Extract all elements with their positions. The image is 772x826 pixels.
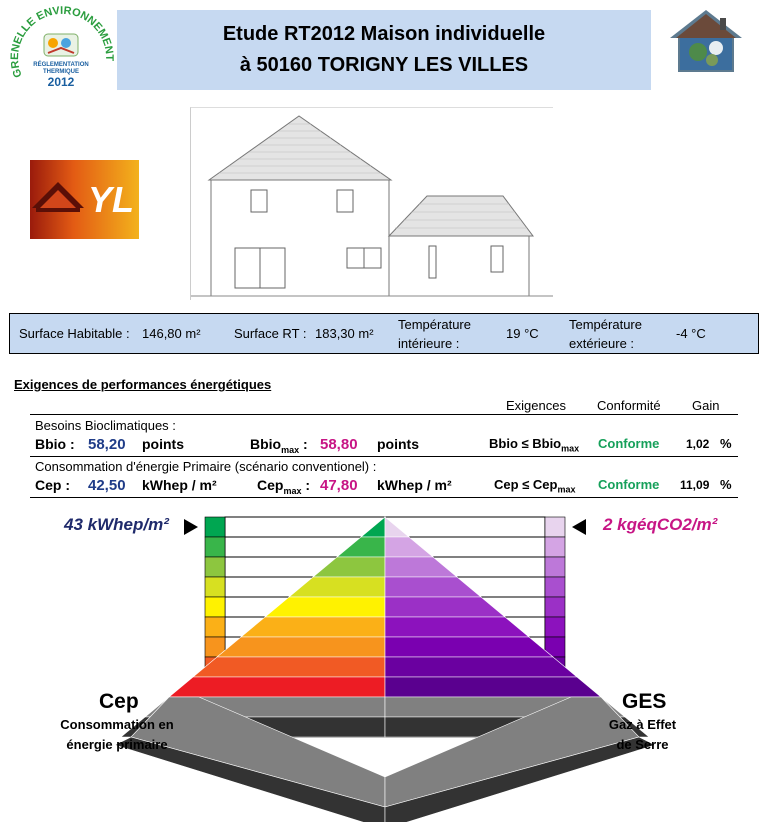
cep-gain: 11,09 [680, 478, 710, 492]
company-logo-icon [30, 160, 139, 239]
cep-scale-cell [205, 597, 225, 617]
cep-diagram-title: Cep [99, 690, 139, 713]
bbio-max-unit: points [377, 436, 419, 452]
cep-scale-cell [205, 537, 225, 557]
grenelle-logo [8, 6, 116, 101]
title-banner [117, 10, 651, 90]
ges-pyramid-band [385, 617, 529, 637]
bbio-gain: 1,02 [686, 437, 710, 451]
cep-scale-cell [205, 617, 225, 637]
temp-ext-label [569, 315, 642, 353]
cep-row [35, 477, 745, 497]
bbio-value: 58,20 [88, 436, 126, 453]
cep-caption-line-2: énergie primaire [66, 737, 168, 752]
cep-max-label [257, 477, 310, 496]
ges-row-guide [385, 517, 545, 537]
logo-arc-text: GRENELLE ENVIRONNEMENT [9, 6, 116, 80]
cep-pyramid-band [193, 657, 385, 677]
cep-max-name: Cep [257, 477, 284, 493]
temp-int-label-2: intérieure : [398, 336, 460, 351]
cep-scale-cell [205, 557, 225, 577]
bbio-gain-unit: % [720, 436, 732, 451]
cep-max-unit: kWhep / m² [377, 477, 452, 493]
divider [30, 456, 738, 457]
energy-ges-pyramid [0, 512, 772, 822]
ges-diagram-caption [590, 715, 695, 755]
title-line-2: à 50160 TORIGNY LES VILLES [239, 54, 529, 76]
ges-scale-cell [545, 517, 565, 537]
company-logo [30, 160, 139, 239]
ges-class-marker-icon [572, 519, 586, 535]
ges-pyramid-band [385, 637, 553, 657]
cep-scale-cell [205, 517, 225, 537]
logo-year: 2012 [47, 75, 75, 89]
cep-max-colon: : [301, 477, 311, 493]
cep-caption-line-1: Consommation en [60, 717, 174, 732]
cep-unit: kWhep / m² [142, 477, 217, 493]
surface-habitable-label: Surface Habitable : [19, 326, 130, 341]
temp-ext-label-1: Température [569, 317, 642, 332]
bbio-max-value: 58,80 [320, 436, 358, 453]
cep-value: 42,50 [88, 477, 126, 494]
cep-label: Cep : [35, 477, 70, 493]
cep-requirement [494, 477, 576, 495]
cep-diagram-caption [52, 715, 182, 755]
ges-scale-cell [545, 557, 565, 577]
cep-gain-unit: % [720, 477, 732, 492]
house-elevation-icon [191, 108, 553, 300]
ges-pyramid-band [385, 657, 577, 677]
temp-ext-value: -4 °C [676, 326, 706, 341]
grenelle-logo-icon [8, 6, 116, 101]
cep-pyramid-band [169, 677, 385, 697]
cep-pyramid-band [217, 637, 385, 657]
cep-row-guide [225, 517, 385, 537]
performance-section-title: Exigences de performances énergétiques [14, 377, 272, 392]
bbio-max-label [250, 436, 308, 455]
ges-scale-cell [545, 617, 565, 637]
cep-requirement-sub: max [557, 484, 576, 495]
col-header-conformite: Conformité [597, 398, 661, 413]
house-globe-image [668, 8, 744, 76]
temp-ext-label-2: extérieure : [569, 336, 635, 351]
surface-rt-value: 183,30 m² [315, 326, 374, 341]
col-header-exigences: Exigences [506, 398, 566, 413]
cep-section-label: Consommation d'énergie Primaire (scénario conventionel) : [35, 459, 377, 474]
col-header-gain: Gain [692, 398, 720, 413]
bbio-requirement-text: Bbio ≤ Bbio [489, 436, 562, 451]
temp-int-label-1: Température [398, 317, 471, 332]
bbio-row [35, 436, 745, 456]
divider [30, 414, 738, 415]
cep-conformity: Conforme [598, 477, 660, 492]
ges-diagram-value: 2 kgéqCO2/m² [603, 515, 718, 534]
company-logo-text: YL [88, 179, 135, 220]
cep-max-sub: max [283, 485, 302, 496]
cep-max-value: 47,80 [320, 477, 358, 494]
bbio-max-colon: : [299, 436, 308, 452]
cep-scale-cell [205, 577, 225, 597]
temp-int-value: 19 °C [506, 326, 539, 341]
bbio-section-label: Besoins Bioclimatiques : [35, 418, 176, 433]
cep-requirement-text: Cep ≤ Cep [494, 477, 558, 492]
ges-pyramid-band [385, 677, 601, 697]
ges-scale-cell [545, 537, 565, 557]
bbio-conformity: Conforme [598, 436, 660, 451]
cep-diagram-value: 43 kWhep/m² [64, 515, 169, 534]
bbio-requirement [489, 436, 579, 454]
temp-int-label [398, 315, 471, 353]
bbio-label: Bbio : [35, 436, 75, 452]
house-globe-icon [668, 8, 744, 76]
divider [30, 497, 738, 498]
logo-reg2: THERMIQUE [43, 69, 79, 75]
cep-class-marker-icon [184, 519, 198, 535]
ges-scale-cell [545, 577, 565, 597]
bbio-max-name: Bbio [250, 436, 282, 452]
surface-temperature-bar [9, 313, 759, 354]
ges-diagram-title: GES [622, 690, 667, 713]
surface-rt-label: Surface RT : [234, 326, 307, 341]
logo-reg1: RÉGLEMENTATION [33, 62, 89, 68]
bbio-unit: points [142, 436, 184, 452]
pyramid-layers [115, 517, 655, 822]
ges-caption-line-2: de Serre [616, 737, 669, 752]
ges-scale-cell [545, 597, 565, 617]
bbio-requirement-sub: max [561, 443, 580, 454]
ges-caption-line-1: Gaz à Effet [608, 717, 677, 732]
bbio-max-sub: max [281, 444, 300, 455]
house-elevation-drawing [190, 107, 553, 300]
surface-habitable-value: 146,80 m² [142, 326, 201, 341]
cep-pyramid-band [241, 617, 385, 637]
title-line-1: Etude RT2012 Maison individuelle [222, 23, 546, 45]
